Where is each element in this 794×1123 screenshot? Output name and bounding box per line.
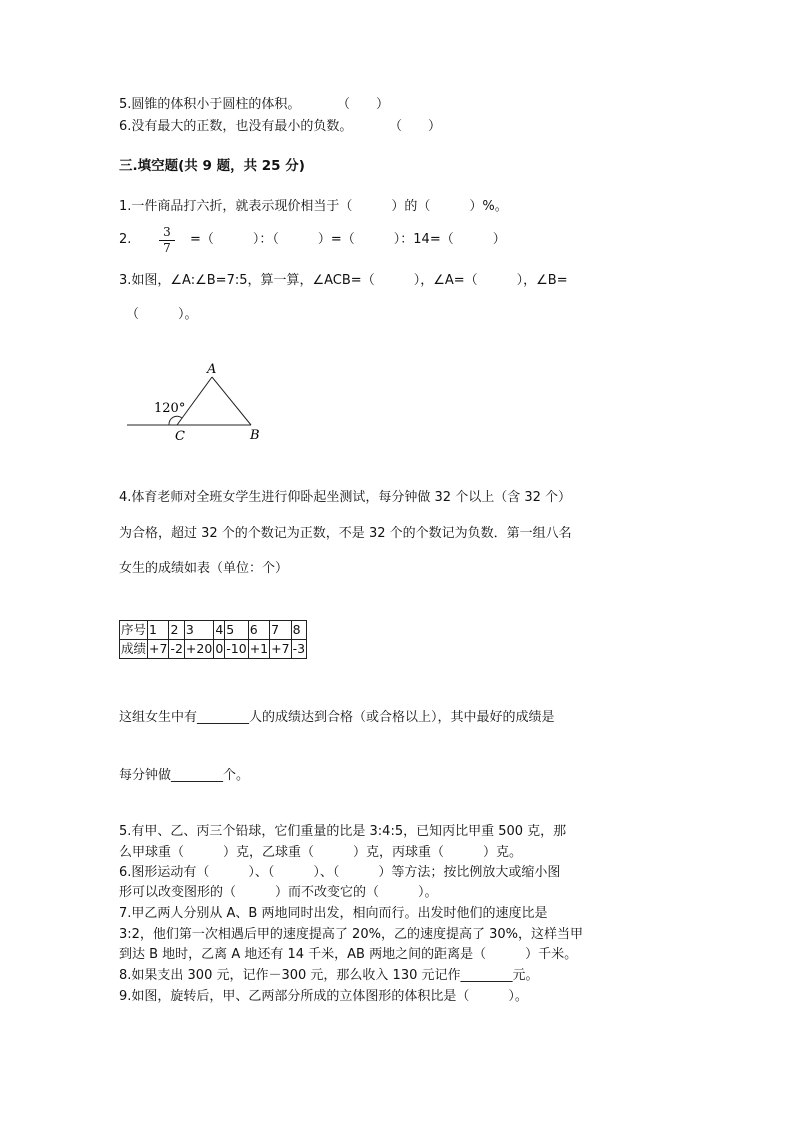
- fill-question-1: 1.一件商品打六折，就表示现价相当于（ ）的（ ）%。: [119, 199, 508, 214]
- table-cell: +7: [148, 640, 169, 659]
- fill-question-5-line2: 么甲球重（ ）克，乙球重（ ）克，丙球重（ ）克。: [119, 845, 523, 860]
- fill-question-2-body: =（ ）：（ ）=（ ）：14=（ ）: [190, 232, 506, 247]
- fill-question-9: 9.如图，旋转后，甲、乙两部分所成的立体图形的体积比是（ ）。: [119, 989, 528, 1004]
- table-cell: 7: [270, 621, 291, 640]
- table-cell: 3: [184, 621, 213, 640]
- judge-question-5: 5.圆锥的体积小于圆柱的体积。 （ ）: [119, 97, 390, 112]
- vertex-a-label: A: [207, 362, 217, 377]
- table-cell: +20: [184, 640, 213, 659]
- table-row: [120, 640, 307, 659]
- fill-question-6-line2: 形可以改变图形的（ ）而不改变它的（ ）。: [119, 885, 438, 900]
- table-cell: 0: [214, 640, 225, 659]
- fill-question-7-line1: 7.甲乙两人分别从 A、B 两地同时出发，相向而行。出发时他们的速度比是: [119, 906, 548, 921]
- table-cell: -10: [225, 640, 248, 659]
- side-ab: [212, 377, 251, 425]
- fraction-three-sevenths: [159, 226, 175, 255]
- fraction-numerator: 3: [159, 226, 175, 241]
- fill-question-8: 8.如果支出 300 元，记作－300 元，那么收入 130 元记作________元。: [119, 968, 539, 983]
- table-row-label: 序号: [120, 621, 148, 640]
- fill-question-4-line2: 为合格，超过 32 个的个数记为正数，不是 32 个的个数记为负数．第一组八名: [119, 526, 572, 541]
- fill-question-3-line1: 3.如图，∠A:∠B=7:5，算一算，∠ACB=（ ），∠A=（ ），∠B=: [119, 273, 568, 288]
- fill-question-6-line1: 6.图形运动有（ ）、（ ）、（ ）等方法；按比例放大或缩小图: [119, 865, 561, 880]
- table-cell: +1: [248, 640, 269, 659]
- fill-question-5-line1: 5.有甲、乙、丙三个铅球，它们重量的比是 3:4:5，已知丙比甲重 500 克，那: [119, 824, 567, 839]
- fraction-denominator: 7: [163, 241, 171, 255]
- vertex-c-label: C: [175, 429, 185, 444]
- table-cell: 2: [169, 621, 184, 640]
- judge-question-6: 6.没有最大的正数，也没有最小的负数。 （ ）: [119, 119, 442, 134]
- table-row-label: 成绩: [120, 640, 148, 659]
- table-cell: -2: [169, 640, 184, 659]
- section-title: 三.填空题(共 9 题，共 25 分): [119, 158, 305, 174]
- fill-question-7-line2: 3:2，他们第一次相遇后甲的速度提高了 20%，乙的速度提高了 30%，这样当甲: [119, 927, 583, 942]
- fill-question-2-number: 2.: [119, 232, 132, 247]
- fill-question-4-line1: 4.体育老师对全班女学生进行仰卧起坐测试，每分钟做 32 个以上（含 32 个）: [119, 490, 572, 505]
- vertex-b-label: B: [250, 428, 260, 443]
- angle-label: 120°: [154, 401, 186, 416]
- triangle-figure: [120, 360, 280, 446]
- fill-question-4-line3: 女生的成绩如表（单位：个）: [119, 561, 289, 576]
- table-cell: 8: [291, 621, 306, 640]
- fill-question-3-line2: （ ）。: [126, 307, 198, 322]
- table-cell: 6: [248, 621, 269, 640]
- table-cell: 4: [214, 621, 225, 640]
- table-row: [120, 621, 307, 640]
- fill-question-7-line3: 到达 B 地时，乙离 A 地还有 14 千米，AB 两地之间的距离是（ ）千米。: [119, 947, 578, 962]
- table-cell: +7: [270, 640, 291, 659]
- table-cell: 1: [148, 621, 169, 640]
- fill-question-4-answer2: 每分钟做________个。: [119, 768, 250, 783]
- fill-question-4-answer1: 这组女生中有________人的成绩达到合格（或合格以上），其中最好的成绩是: [119, 710, 555, 725]
- score-table: [119, 620, 307, 659]
- table-cell: -3: [291, 640, 306, 659]
- table-cell: 5: [225, 621, 248, 640]
